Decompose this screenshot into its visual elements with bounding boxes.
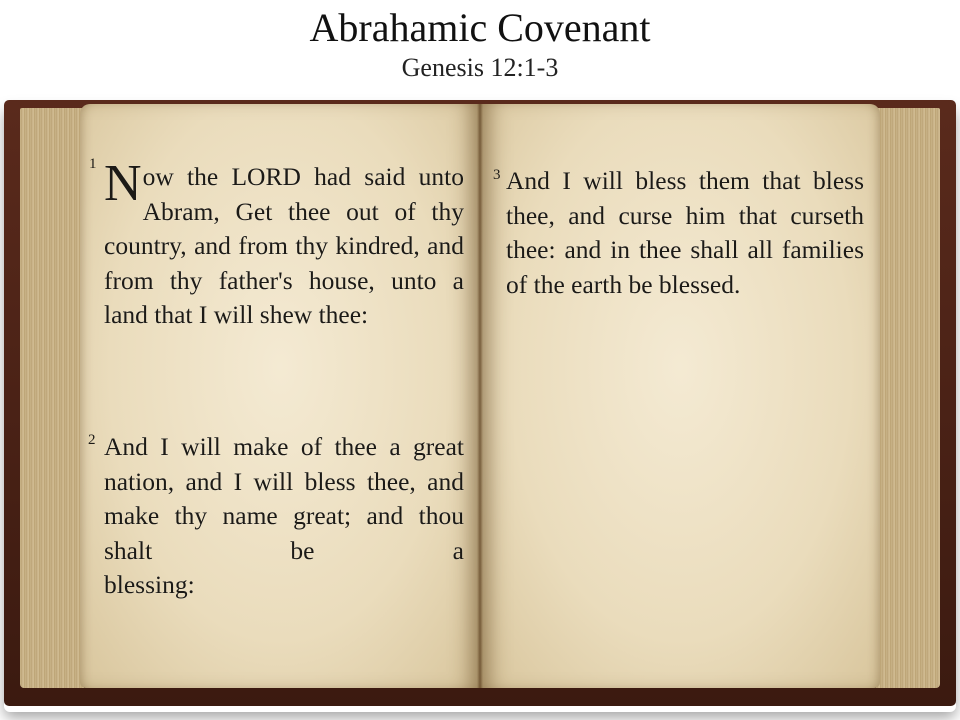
verse-number-1: 1: [89, 156, 97, 172]
verse-2-text-end: blessing:: [104, 570, 195, 599]
slide-subtitle: Genesis 12:1-3: [401, 53, 559, 82]
verse-1-dropcap: N: [104, 155, 142, 212]
verse-number-2: 2: [88, 432, 96, 448]
verse-2-text: And I will make of thee a great nation, and I will bless thee, and make thy name great; and thou shalt be a: [104, 432, 464, 565]
page-edges-right: [876, 108, 940, 688]
page-edges-left: [20, 108, 84, 688]
verse-1: [104, 155, 464, 333]
verse-number-3: 3: [493, 167, 501, 183]
verse-2: [104, 430, 464, 603]
verse-1-text: ow the LORD had said unto Abram, Get thee out of thy country, and from thy kindred, and from thy father's house, unto a land that I will shew thee:: [104, 162, 464, 329]
verse-3: And I will bless them that bless thee, and curse him that curseth thee: and in thee shall all families of the earth be blessed.: [506, 166, 864, 299]
slide-title: Abrahamic Covenant: [309, 5, 651, 50]
book-gutter: [477, 104, 483, 688]
